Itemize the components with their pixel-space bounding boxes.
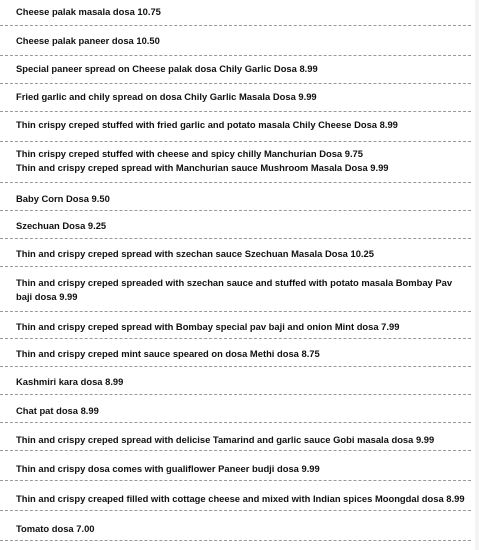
list-item (0, 481, 471, 511)
menu-item-text: Baby Corn Dosa 9.50 (16, 193, 110, 204)
menu-item-text: Thin crispy creped stuffed with cheese and spicy chilly Manchurian Dosa 9.75 (16, 148, 363, 159)
list-item (0, 267, 471, 312)
menu-item-text: Fried garlic and chily spread on dosa Chily Garlic Masala Dosa 9.99 (16, 91, 317, 102)
menu-item-text: Szechuan Dosa 9.25 (16, 220, 107, 231)
menu-item-text: Thin and crispy creped spread with szechan sauce Szechuan Masala Dosa 10.25 (16, 248, 374, 259)
menu-item-text: Thin and crispy creped spreaded with szechan sauce and stuffed with potato masala Bombay Pav baji dosa 9.99 (16, 277, 453, 302)
list-item (0, 142, 471, 159)
list-item (0, 84, 471, 112)
list-item (0, 183, 471, 211)
list-item (0, 112, 471, 142)
list-item (0, 159, 471, 183)
list-item (0, 339, 471, 367)
list-item (0, 511, 471, 541)
list-item (0, 211, 471, 239)
menu-item-text: Thin and crispy creped spread with Manchurian sauce Mushroom Masala Dosa 9.99 (16, 162, 389, 173)
list-item (0, 26, 471, 56)
menu-item-text: Tomato dosa 7.00 (16, 523, 95, 534)
list-item (0, 0, 471, 26)
list-item (0, 312, 471, 339)
list-item (0, 423, 471, 451)
menu-item-text: Cheese palak masala dosa 10.75 (16, 6, 161, 17)
menu-item-text: Thin and crispy creaped filled with cottage cheese and mixed with Indian spices Moongdal dosa 8.99 (16, 493, 465, 504)
menu-item-text: Chat pat dosa 8.99 (16, 405, 99, 416)
page-edge (475, 0, 479, 550)
list-item (0, 239, 471, 267)
menu-item-text: Cheese palak paneer dosa 10.50 (16, 35, 160, 46)
list-item (0, 367, 471, 395)
list-item (0, 395, 471, 423)
menu-item-text: Thin and crispy creped spread with Bombay special pav baji and onion Mint dosa 7.99 (16, 321, 400, 332)
menu-item-text: Kashmiri kara dosa 8.99 (16, 376, 124, 387)
list-item (0, 451, 471, 481)
menu-item-text: Special paneer spread on Cheese palak dosa Chily Garlic Dosa 8.99 (16, 63, 318, 74)
menu-item-text: Thin and crispy creped mint sauce speared on dosa Methi dosa 8.75 (16, 348, 320, 359)
menu-item-text: Thin and crispy creped spread with delicise Tamarind and garlic sauce Gobi masala dosa 9.99 (16, 434, 435, 445)
menu-item-text: Thin and crispy dosa comes with gualiflower Paneer budji dosa 9.99 (16, 463, 320, 474)
menu-item-text: Thin crispy creped stuffed with fried garlic and potato masala Chily Cheese Dosa 8.99 (16, 119, 398, 130)
list-item (0, 56, 471, 84)
